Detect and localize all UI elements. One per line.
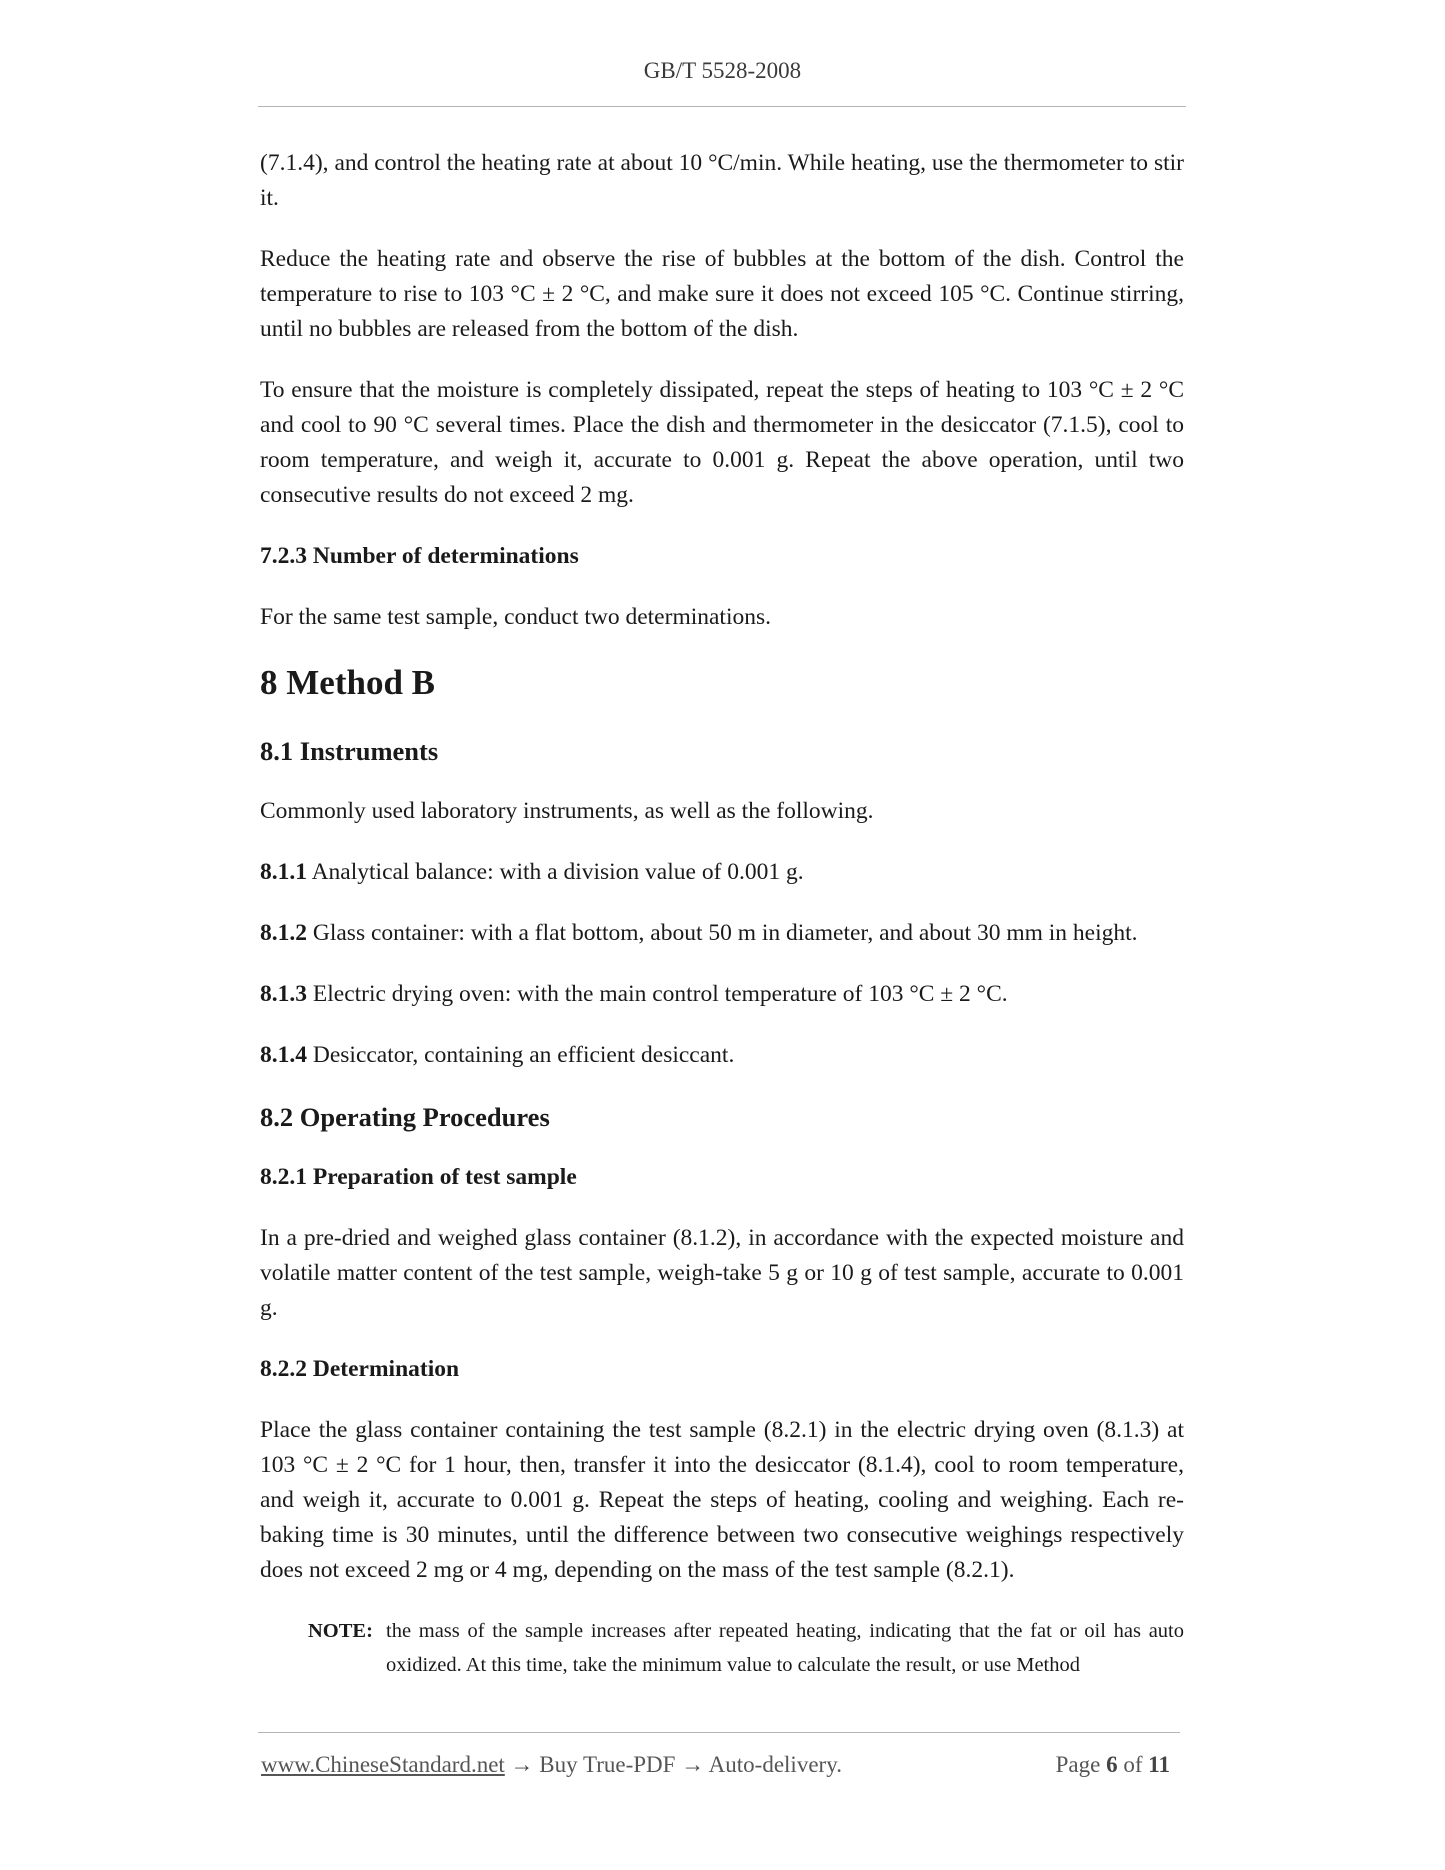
item-text: Glass container: with a flat bottom, about 50 m in diameter, and about 30 mm in height. — [307, 920, 1138, 946]
header-divider — [258, 106, 1186, 107]
list-item — [260, 977, 1184, 1012]
footer-promo — [261, 1752, 842, 1778]
heading-7-2-3: 7.2.3 Number of determinations — [260, 543, 579, 569]
note — [260, 1614, 1184, 1682]
item-text: Analytical balance: with a division value of 0.001 g. — [307, 859, 804, 885]
heading-8-1: 8.1 Instruments — [260, 736, 439, 766]
paragraph: To ensure that the moisture is completely dissipated, repeat the steps of heating to 103 °C ± 2 °C and cool to 90 °C several times. Place the dish and thermometer in the desiccator (7.1.5), cool to room temperature, and weigh it, accurate to 0.001 g. Repeat the above operation, until two consecutive results do not exceed 2 mg. — [260, 377, 1184, 508]
paragraph: Commonly used laboratory instruments, as well as the following. — [260, 798, 874, 824]
heading-8-method-b: 8 Method B — [260, 663, 435, 702]
buy-text: Buy True-PDF — [539, 1752, 676, 1777]
page-body — [260, 146, 1184, 1682]
paragraph: Reduce the heating rate and observe the rise of bubbles at the bottom of the dish. Control the temperature to rise to 103 °C ± 2 °C, and make sure it does not exceed 105 °C. Continue stirring, until no bubbles are released from the bottom of the dish. — [260, 246, 1184, 342]
item-number: 8.1.1 — [260, 859, 307, 885]
heading-8-2: 8.2 Operating Procedures — [260, 1102, 550, 1132]
note-text: the mass of the sample increases after repeated heating, indicating that the fat or oil has auto oxidized. At this time, take the minimum value to calculate the result, or use Method — [386, 1620, 1184, 1676]
of-label: of — [1123, 1752, 1143, 1777]
item-number: 8.1.3 — [260, 981, 307, 1007]
item-number: 8.1.2 — [260, 920, 307, 946]
page-total: 11 — [1148, 1752, 1170, 1777]
paragraph: In a pre-dried and weighed glass container (8.1.2), in accordance with the expected moisture and volatile matter content of the test sample, weigh-take 5 g or 10 g of test sample, accurate to 0.001 g. — [260, 1225, 1184, 1321]
arrow-right-icon: → — [510, 1752, 534, 1777]
paragraph: For the same test sample, conduct two determinations. — [260, 604, 772, 630]
note-label: NOTE: — [308, 1620, 373, 1642]
paragraph: Place the glass container containing the test sample (8.2.1) in the electric drying oven (8.1.3) at 103 °C ± 2 °C for 1 hour, then, transfer it into the desiccator (8.1.4), cool to room temperature, and weigh it, accurate to 0.001 g. Repeat the steps of heating, cooling and weighing. Each re-baking time is 30 minutes, until the difference between two consecutive weighings respectively does not exceed 2 mg or 4 mg, depending on the mass of the test sample (8.2.1). — [260, 1417, 1184, 1583]
page-indicator — [1056, 1752, 1170, 1778]
delivery-text: Auto-delivery. — [708, 1752, 842, 1777]
page-number: 6 — [1106, 1752, 1118, 1777]
list-item — [260, 855, 1184, 890]
document-code: GB/T 5528-2008 — [643, 58, 802, 83]
site-link[interactable]: www.ChineseStandard.net — [261, 1752, 505, 1777]
heading-8-2-1: 8.2.1 Preparation of test sample — [260, 1164, 577, 1190]
item-text: Desiccator, containing an efficient desiccant. — [307, 1042, 735, 1068]
page-label: Page — [1055, 1752, 1101, 1777]
paragraph: (7.1.4), and control the heating rate at about 10 °C/min. While heating, use the thermometer to stir it. — [260, 150, 1184, 211]
heading-8-2-2: 8.2.2 Determination — [260, 1356, 460, 1382]
list-item — [260, 916, 1184, 951]
item-text: Electric drying oven: with the main control temperature of 103 °C ± 2 °C. — [307, 981, 1008, 1007]
footer-divider — [258, 1732, 1180, 1733]
arrow-right-icon: → — [681, 1752, 705, 1777]
list-item — [260, 1038, 1184, 1073]
item-number: 8.1.4 — [260, 1042, 307, 1068]
